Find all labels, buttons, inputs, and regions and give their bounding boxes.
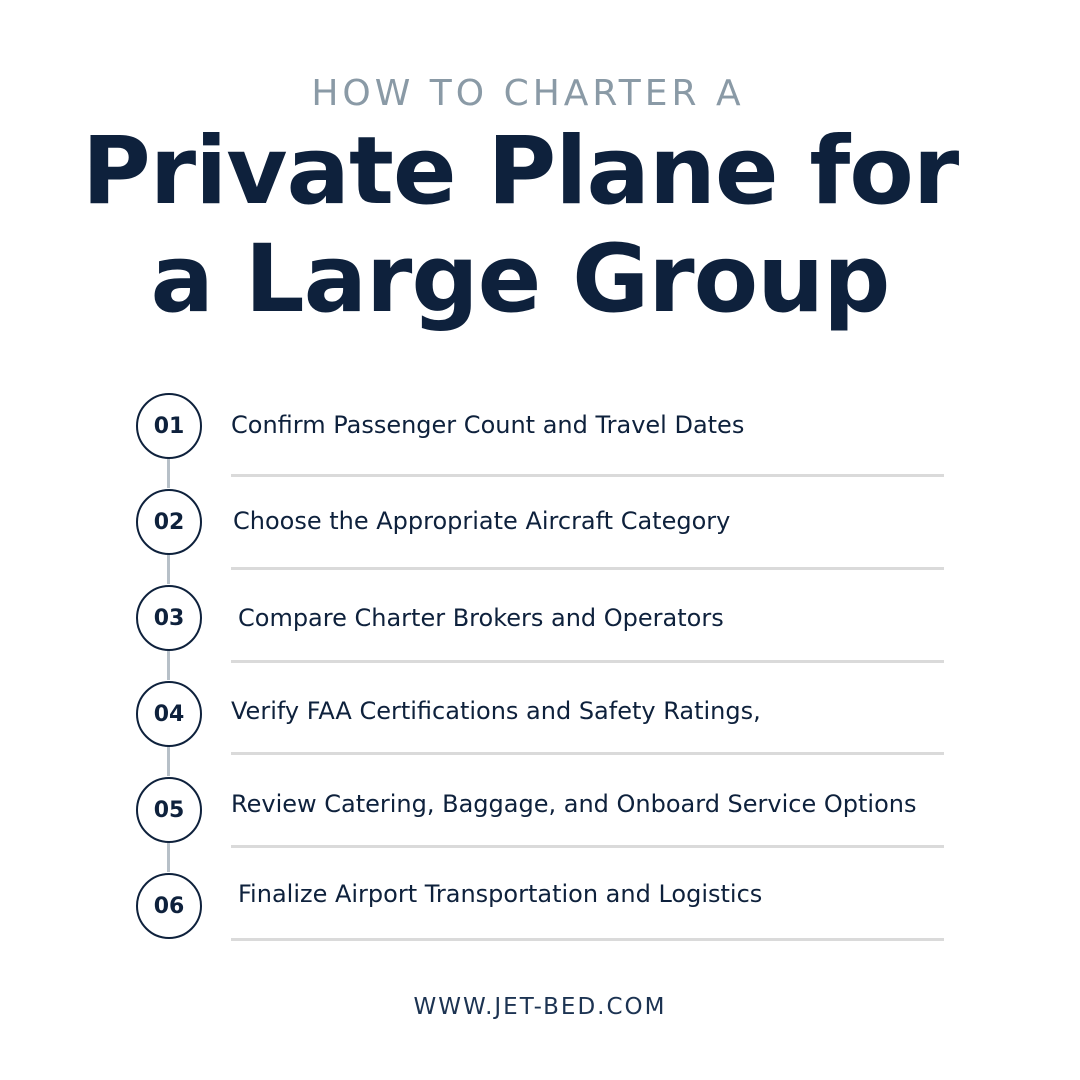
step-divider xyxy=(231,845,944,848)
step-number-badge: 06 xyxy=(136,873,202,939)
step-divider xyxy=(231,660,944,663)
step-label: Compare Charter Brokers and Operators xyxy=(238,604,724,632)
step-connector xyxy=(167,554,170,584)
step-number-badge: 01 xyxy=(136,393,202,459)
step-label: Choose the Appropriate Aircraft Category xyxy=(233,507,731,535)
step-connector xyxy=(167,746,170,776)
step-connector xyxy=(167,650,170,680)
step-connector xyxy=(167,842,170,872)
step-divider xyxy=(231,474,944,477)
step-label: Confirm Passenger Count and Travel Dates xyxy=(231,411,745,439)
step-divider xyxy=(231,752,944,755)
step-label: Verify FAA Certifications and Safety Ratings, xyxy=(231,697,761,725)
step-label: Finalize Airport Transportation and Logistics xyxy=(238,880,763,908)
step-number-badge: 05 xyxy=(136,777,202,843)
step-number-badge: 03 xyxy=(136,585,202,651)
step-label: Review Catering, Baggage, and Onboard Service Options xyxy=(231,790,917,818)
kicker-text: HOW TO CHARTER A xyxy=(311,73,745,114)
step-number-badge: 04 xyxy=(136,681,202,747)
website-link[interactable]: WWW.JET-BED.COM xyxy=(413,994,667,1020)
step-divider xyxy=(231,567,944,570)
page-title-line-1: Private Plane for xyxy=(81,117,959,226)
step-number-badge: 02 xyxy=(136,489,202,555)
step-connector xyxy=(167,458,170,488)
step-divider xyxy=(231,938,944,941)
page-title-line-2: a Large Group xyxy=(150,225,890,334)
